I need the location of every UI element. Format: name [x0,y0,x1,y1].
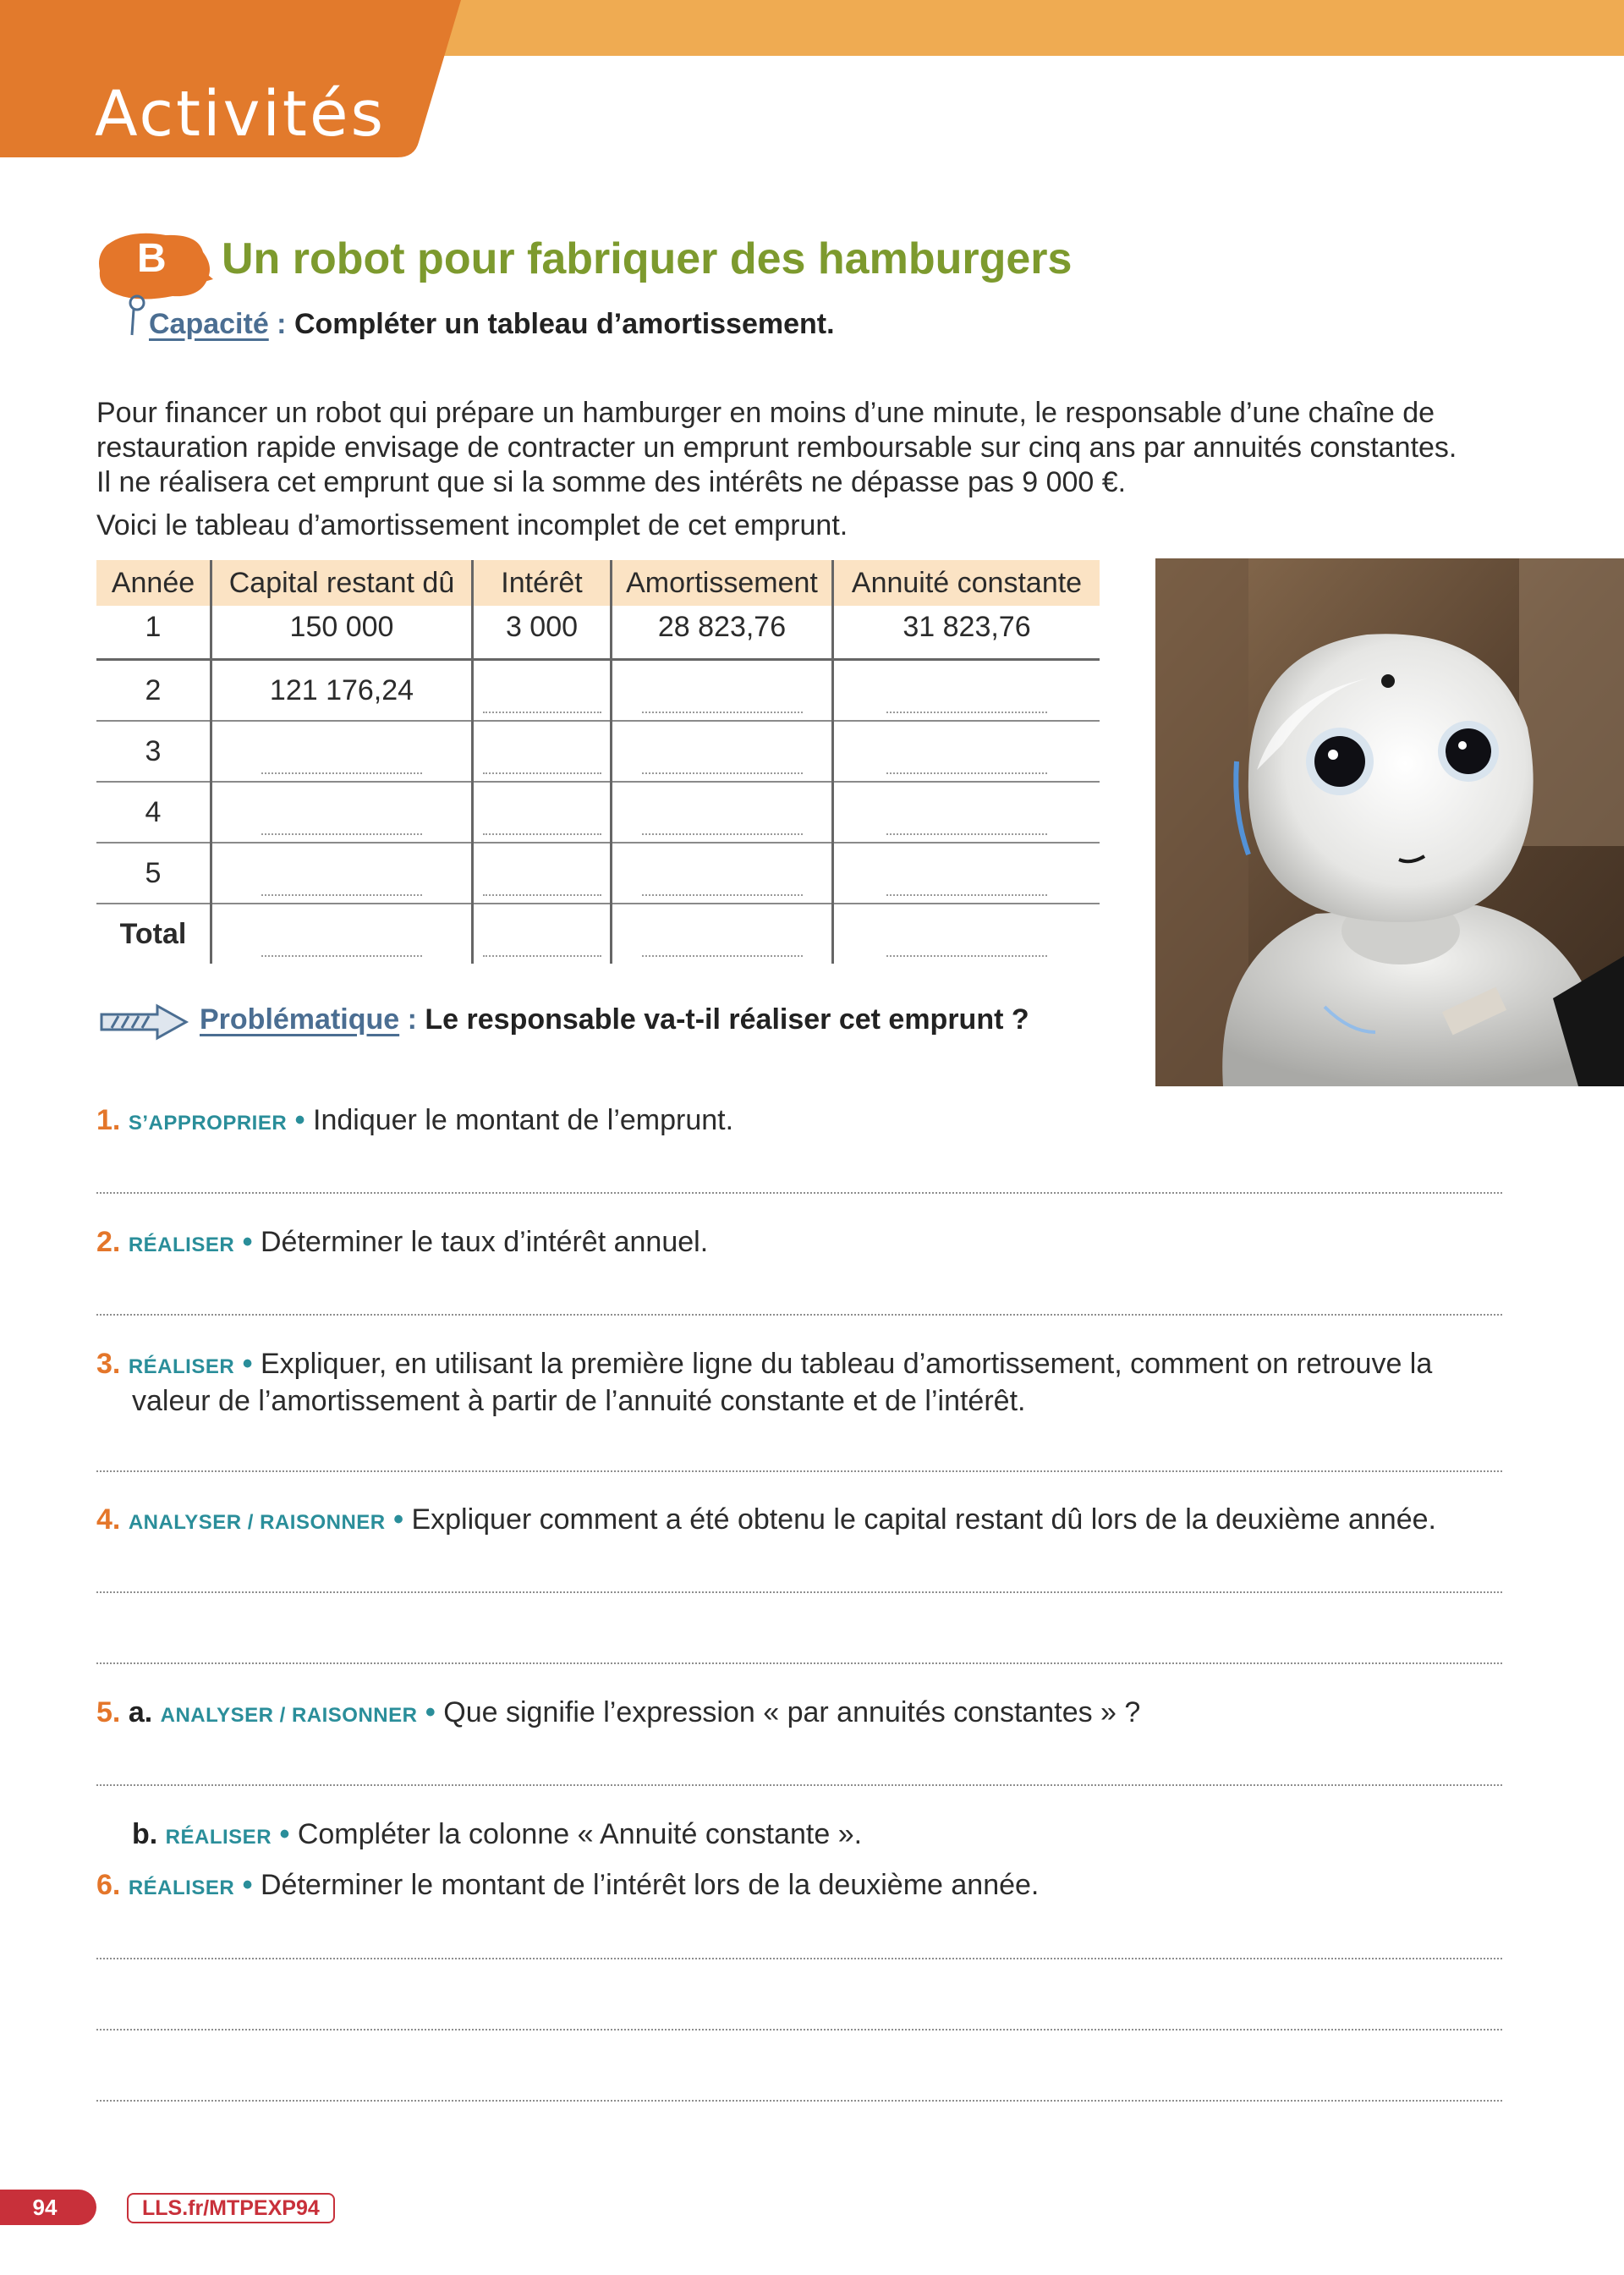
table-row [96,721,1100,782]
header-banner [0,0,1624,161]
cell-annuite-blank[interactable] [833,660,1100,722]
problematique-text: Le responsable va-t-il réaliser cet emprunt ? [416,1003,1029,1036]
section-letter: B [137,236,167,281]
bullet: • [242,1348,253,1380]
bullet: • [279,1818,290,1850]
answer-dots [886,772,1047,774]
answer-dots [886,833,1047,835]
cell-annuite-blank[interactable] [833,721,1100,782]
cell-amortissement-blank[interactable] [612,721,833,782]
cell-annee: 5 [96,843,211,904]
question-2 [96,1225,708,1262]
cell-capital-blank[interactable] [211,721,473,782]
col-header-annee: Année [96,560,211,606]
cell-interet-blank[interactable] [473,782,612,843]
question-text: Expliquer comment a été obtenu le capital restant dû lors de la deuxième année. [411,1503,1436,1536]
skill-tag: ANALYSER / RAISONNER [160,1704,418,1727]
answer-dots [261,955,422,957]
cell-annuite: 31 823,76 [833,606,1100,660]
skill-tag: RÉALISER [165,1826,272,1849]
skill-tag: S’APPROPRIER [128,1112,288,1135]
capacite-text: Compléter un tableau d’amortissement. [286,308,835,340]
answer-dots [261,894,422,896]
cell-capital-blank[interactable] [211,904,473,964]
cell-interet-blank[interactable] [473,660,612,722]
arrow-icon [98,1003,189,1041]
intro-line: Il ne réalisera cet emprunt que si la somme des intérêts ne dépasse pas 9 000 €. [96,466,1127,498]
answer-dots [261,833,422,835]
table-header-row [96,560,1100,606]
question-3 [96,1347,1432,1419]
cell-capital-blank[interactable] [211,782,473,843]
cell-amortissement: 28 823,76 [612,606,833,660]
answer-line[interactable] [96,1314,1502,1316]
answer-dots [483,772,601,774]
cell-amortissement-blank[interactable] [612,782,833,843]
question-number: 6. [96,1869,121,1901]
cell-amortissement-blank[interactable] [612,843,833,904]
sub-question-letter: b. [132,1818,158,1850]
cell-capital-blank[interactable] [211,843,473,904]
sub-question-letter: a. [128,1696,153,1728]
section-title: Un robot pour fabriquer des hamburgers [222,234,1073,283]
cell-annee: 3 [96,721,211,782]
answer-dots [642,772,803,774]
cell-annuite-blank[interactable] [833,782,1100,843]
problematique-colon: : [399,1003,417,1036]
question-text: Déterminer le taux d’intérêt annuel. [260,1226,709,1258]
bullet: • [242,1869,253,1901]
cell-capital: 150 000 [211,606,473,660]
answer-dots [483,712,601,713]
question-number: 5. [96,1696,121,1728]
question-text: Déterminer le montant de l’intérêt lors de la deuxième année. [260,1869,1040,1901]
bullet: • [242,1226,253,1258]
answer-line[interactable] [96,2029,1502,2030]
question-text: Compléter la colonne « Annuité constante ». [297,1818,863,1850]
cell-amortissement-blank[interactable] [612,660,833,722]
answer-dots [483,955,601,957]
cell-interet: 3 000 [473,606,612,660]
page-heading: Activités [95,78,387,151]
cell-annee: 4 [96,782,211,843]
capacite-colon: : [268,308,287,340]
question-number: 1. [96,1104,121,1136]
problematique-label: Problématique [200,1003,400,1036]
question-text-continued: valeur de l’amortissement à partir de l’annuité constante et de l’intérêt. [132,1385,1026,1417]
cell-total-label: Total [119,917,187,950]
answer-dots [886,955,1047,957]
skill-tag: RÉALISER [128,1877,235,1899]
question-number: 3. [96,1348,121,1380]
col-header-annuite: Annuité constante [833,560,1100,606]
answer-dots [886,894,1047,896]
cell-annuite-blank[interactable] [833,843,1100,904]
cell-interet-blank[interactable] [473,721,612,782]
intro-paragraph [96,396,1534,543]
answer-line[interactable] [96,2100,1502,2102]
table-row [96,660,1100,722]
pin-icon [127,294,147,337]
cell-capital: 121 176,24 [211,660,473,722]
answer-dots [483,894,601,896]
col-header-capital: Capital restant dû [211,560,473,606]
question-number: 2. [96,1226,121,1258]
cell-amortissement-blank[interactable] [612,904,833,964]
intro-line: Pour financer un robot qui prépare un hamburger en moins d’une minute, le responsable d’une chaîne de [96,397,1435,429]
answer-dots [886,712,1047,713]
answer-line[interactable] [96,1192,1502,1194]
skill-tag: RÉALISER [128,1234,235,1256]
skill-tag: RÉALISER [128,1355,235,1378]
question-text: Expliquer, en utilisant la première ligne du tableau d’amortissement, comment on retrouve la [260,1348,1433,1380]
intro-line: Voici le tableau d’amortissement incomplet de cet emprunt. [96,509,848,541]
answer-line[interactable] [96,1784,1502,1786]
col-header-interet: Intérêt [473,560,612,606]
skill-tag: ANALYSER / RAISONNER [128,1511,386,1534]
answer-dots [642,833,803,835]
bullet: • [393,1503,403,1536]
answer-dots [261,772,422,774]
question-4 [96,1503,1436,1540]
cell-annuite-blank[interactable] [833,904,1100,964]
answer-dots [642,894,803,896]
intro-line: restauration rapide envisage de contracter un emprunt remboursable sur cinq ans par annuités constantes. [96,431,1457,464]
answer-line[interactable] [96,1591,1502,1593]
table-row-total [96,904,1100,964]
page-number-text: 94 [32,2195,58,2220]
question-6 [96,1868,1039,1905]
cell-interet-blank[interactable] [473,904,612,964]
bullet: • [294,1104,305,1136]
answer-dots [642,955,803,957]
amortization-table [96,560,1100,964]
question-5b [132,1817,862,1855]
answer-dots [483,833,601,835]
question-5a [96,1695,1140,1733]
robot-photo [1155,558,1624,1086]
page-number [0,2190,96,2225]
table-row [96,606,1100,660]
question-text: Indiquer le montant de l’emprunt. [313,1104,734,1136]
question-number: 4. [96,1503,121,1536]
cell-interet-blank[interactable] [473,843,612,904]
answer-line[interactable] [96,1662,1502,1664]
capacite-label: Capacité [149,308,269,340]
cell-annee: 2 [96,660,211,722]
col-header-amortissement: Amortissement [612,560,833,606]
capacite-line [149,308,835,341]
question-1 [96,1103,733,1140]
table-row [96,782,1100,843]
problematique [200,1003,1029,1036]
bullet: • [425,1696,436,1728]
cell-annee: 1 [96,606,211,660]
question-text: Que signifie l’expression « par annuités constantes » ? [443,1696,1141,1728]
web-link[interactable]: LLS.fr/MTPEXP94 [127,2193,335,2223]
answer-line[interactable] [96,1958,1502,1959]
table-row [96,843,1100,904]
answer-line[interactable] [96,1470,1502,1472]
answer-dots [642,712,803,713]
